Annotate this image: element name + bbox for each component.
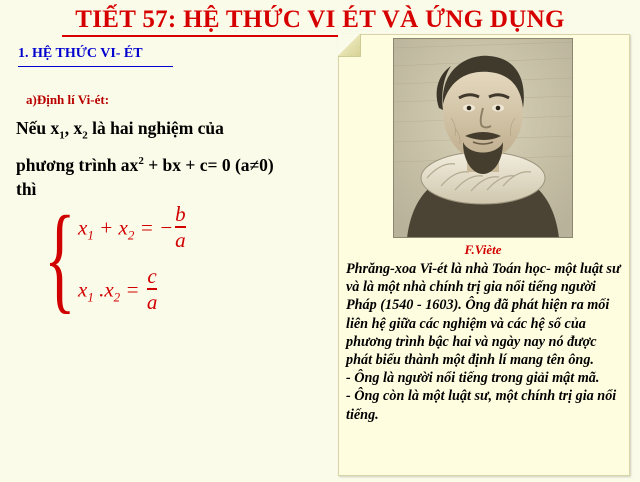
formula-sum-operator: +: [93, 215, 119, 240]
formula-sum-x1: x: [78, 215, 88, 240]
formula-product-fraction: [147, 266, 158, 313]
formula-sum-x2-sub: 2: [127, 227, 135, 243]
theorem-line-1: [16, 116, 336, 149]
formula-product-x2-sub: 2: [113, 289, 121, 305]
theorem-statement: [16, 116, 336, 202]
formula-sum-x2: x: [118, 215, 128, 240]
portrait-caption: F.Viète: [464, 242, 502, 257]
biography-panel: [338, 34, 628, 474]
page-title: TIẾT 57: HỆ THỨC VI ÉT VÀ ỨNG DỤNG: [75, 6, 565, 33]
formula-sum-numerator: b: [175, 202, 186, 226]
theorem-line1-sub1: 1: [59, 129, 65, 142]
formula-product: [78, 264, 158, 315]
formula-sum-x1-sub: 1: [87, 227, 94, 243]
theorem-line1-mid: , x: [64, 118, 83, 138]
section-heading: 1. HỆ THỨC VI- ÉT: [18, 46, 143, 61]
formula-sum: [78, 202, 186, 253]
formula-product-equals: =: [120, 277, 145, 302]
biography-paragraph-1: Phrăng-xoa Vi-ét là nhà Toán học- một luật sư và là một nhà chính trị gia nổi tiếng người Pháp (1540 - 1603). Ông đã phát hiện ra mối liên hệ giữa các nghiệm và các hệ số của phương trình bậc hai và ngày nay nó được phát biểu thành một định lí mang tên ông.: [346, 261, 621, 369]
theorem-line-2: [16, 149, 336, 178]
biography-text: [346, 260, 622, 424]
theorem-line1-end: là hai nghiệm của: [87, 118, 224, 138]
formula-product-numerator: c: [147, 264, 157, 288]
formula-sum-denominator: a: [175, 228, 186, 252]
portrait-engraving-icon: [393, 38, 573, 238]
formula-sum-fraction: [175, 204, 186, 251]
theorem-line2-sup: 2: [138, 154, 144, 167]
formula-sum-sign: −: [159, 215, 174, 240]
theorem-line1-part1: Nếu x: [16, 118, 60, 138]
formula-product-x2: x: [104, 277, 114, 302]
sub-heading: a)Định lí Vi-ét:: [26, 92, 110, 107]
section-heading-underline: [18, 66, 173, 67]
theorem-line2-part2: + bx + c= 0 (a≠0): [143, 154, 274, 175]
portrait-image: [393, 38, 573, 238]
formula-product-denominator: a: [146, 290, 158, 314]
biography-paragraph-3: - Ông còn là một luật sư, một chính trị gia nổi tiếng.: [346, 388, 617, 423]
theorem-line1-sub2: 2: [82, 129, 88, 142]
formula-sum-equals: =: [134, 215, 159, 240]
left-brace-icon: {: [44, 191, 76, 324]
theorem-line2-part1: phương trình ax: [16, 154, 139, 175]
formula-product-x1-sub: 1: [87, 289, 94, 305]
formula-product-operator: .: [93, 277, 105, 302]
biography-paragraph-2: - Ông là người nổi tiếng trong giải mật mã.: [346, 370, 600, 387]
theorem-line-3: thì: [16, 179, 37, 200]
formula-system: [44, 191, 304, 324]
formula-product-x1: x: [78, 277, 88, 302]
